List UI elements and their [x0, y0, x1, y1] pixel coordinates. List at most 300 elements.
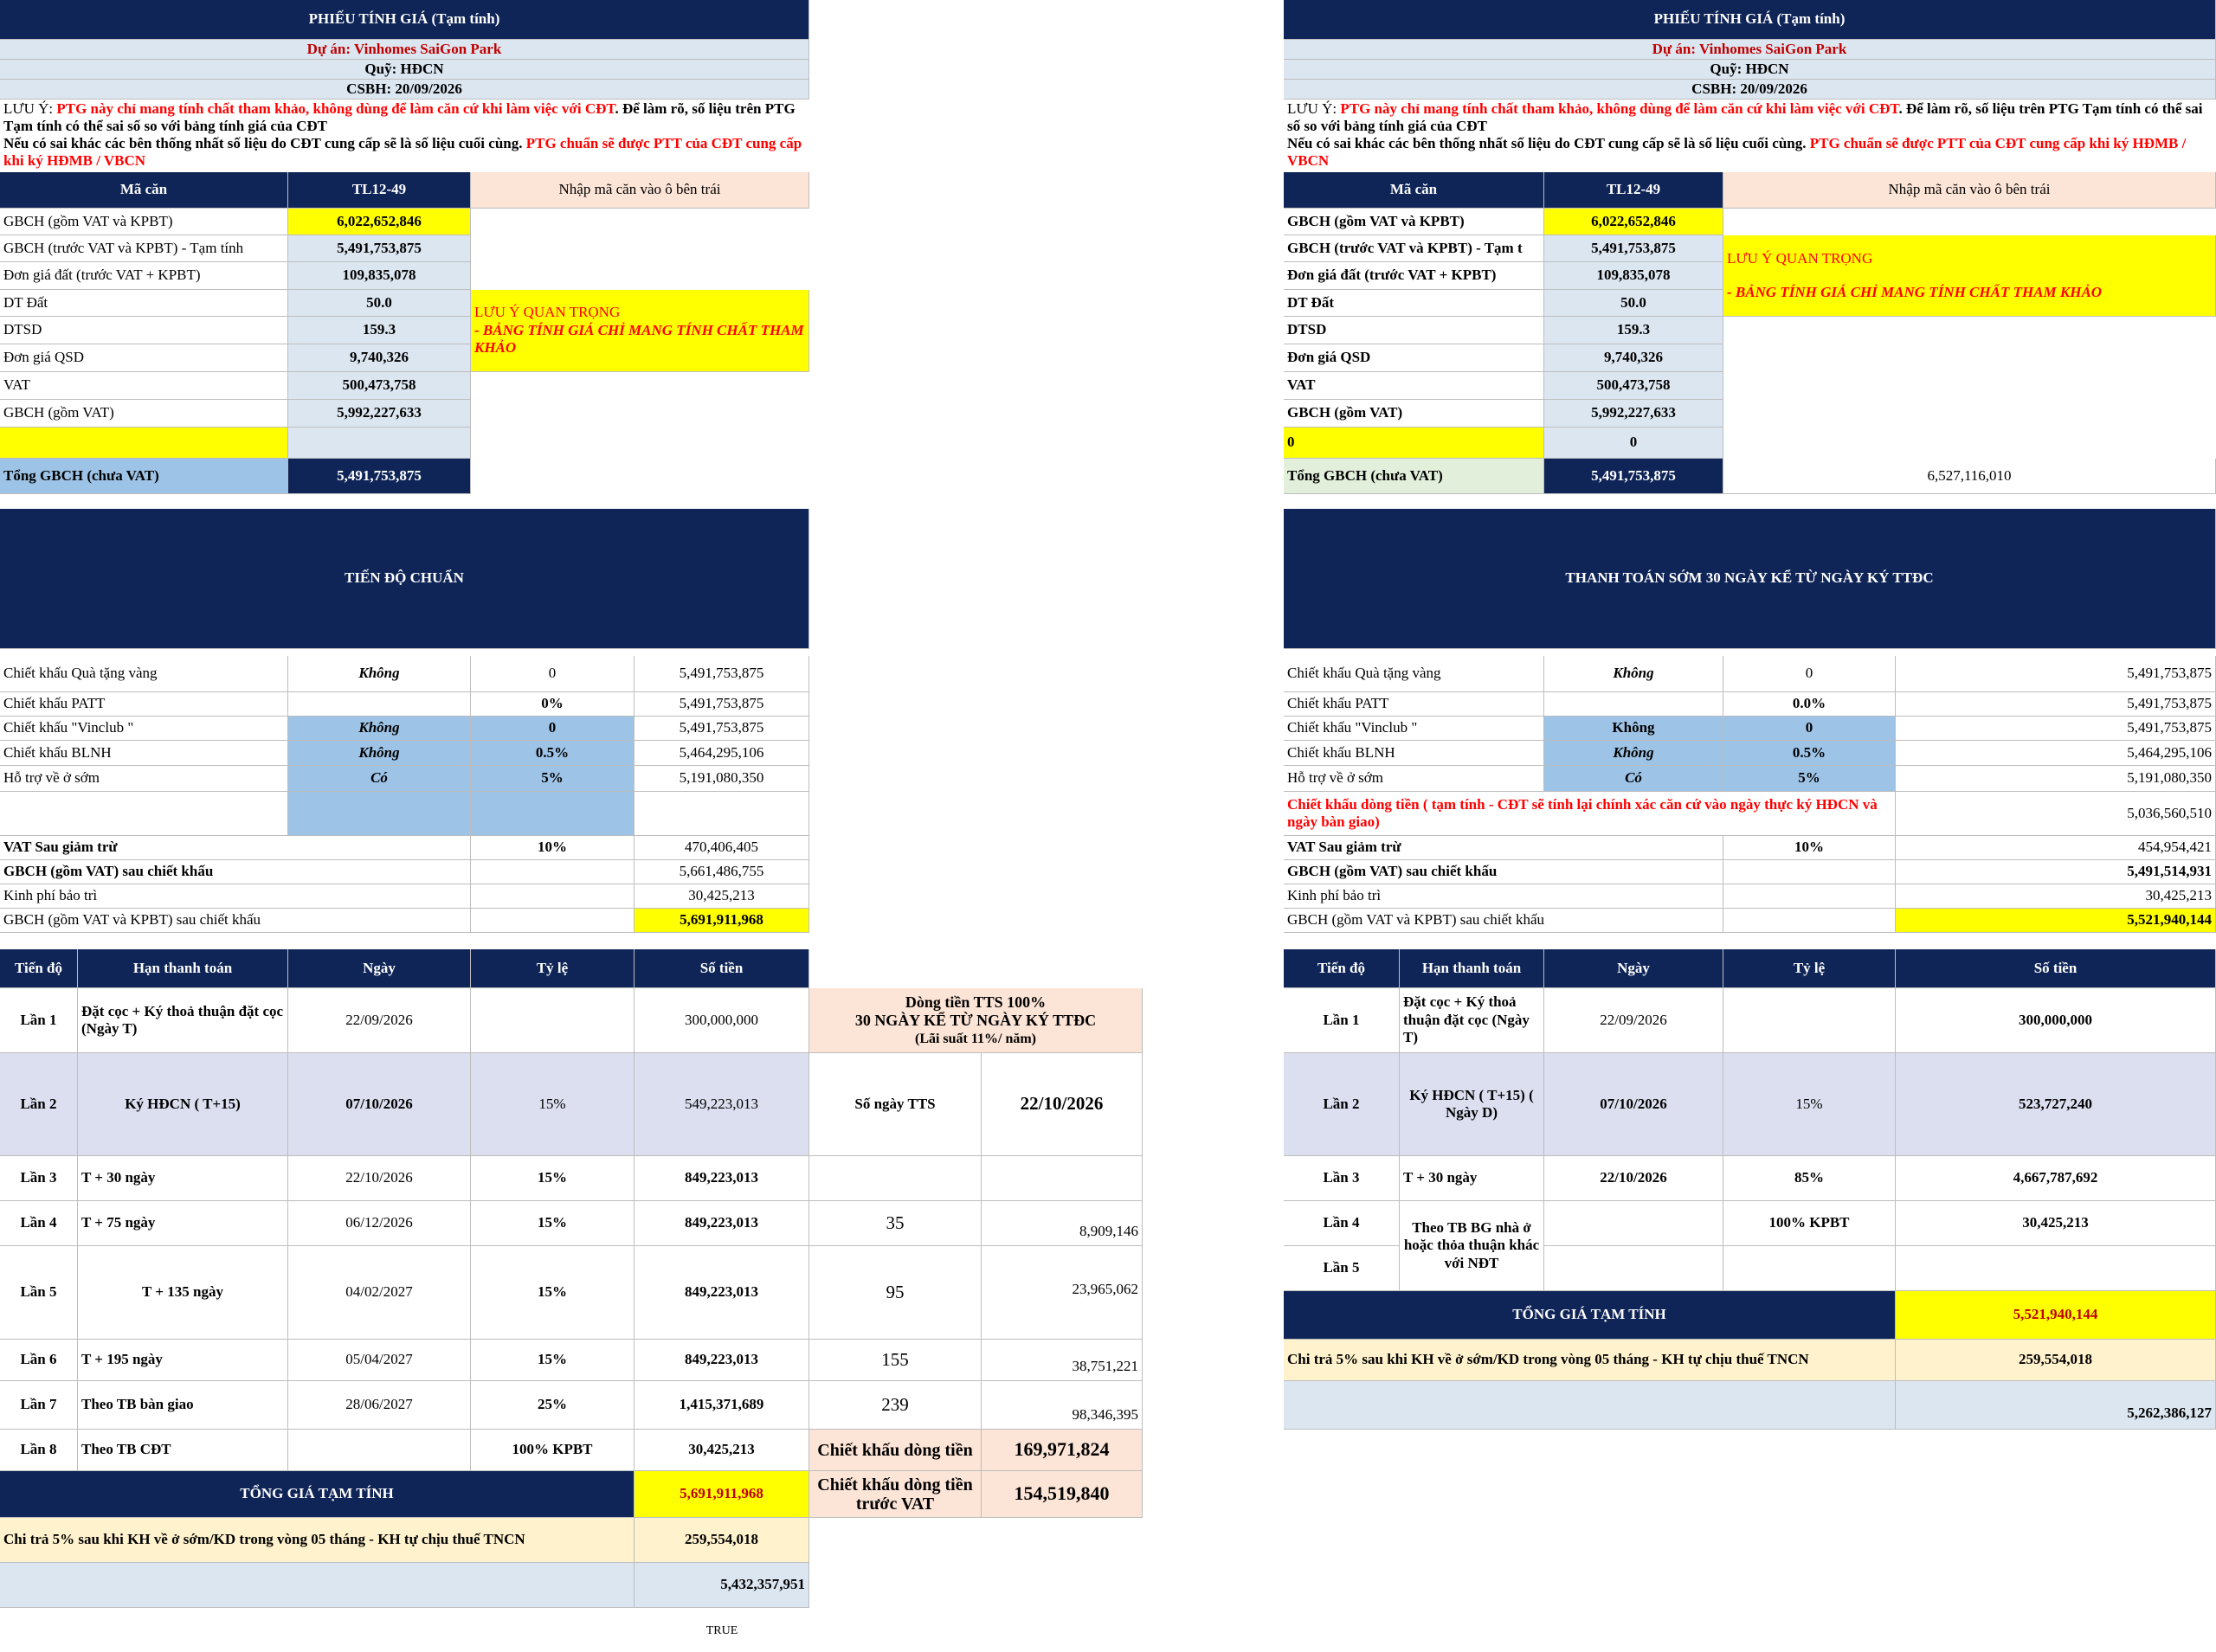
schedule-header: [635, 949, 809, 988]
refund-value-text: 259,554,018: [685, 1531, 758, 1548]
installment-no: [0, 1156, 78, 1201]
installment-no: [1284, 1201, 1400, 1246]
section-header: [1284, 509, 2216, 649]
cashflow-discount-label: [809, 1430, 982, 1471]
info-value-text: 5,491,753,875: [1591, 466, 1676, 484]
grand-total-label: [1284, 1291, 1896, 1340]
total-amount-text: 5,691,911,968: [680, 911, 763, 929]
info-label: [1284, 290, 1544, 317]
cashflow-title: Dòng tiền TTS 100%: [905, 993, 1047, 1011]
installment-amount-text: 849,223,013: [685, 1283, 758, 1301]
refund-label: [0, 1518, 635, 1563]
discount-rate: [1723, 717, 1896, 741]
important-warning: [471, 290, 809, 372]
installment-no: [0, 1201, 78, 1246]
note-red-text: PTG này chỉ mang tính chất tham khảo, không dùng để làm căn cứ khi làm việc với CĐT: [1340, 100, 1899, 117]
sales-policy-text: CSBH: 20/09/2026: [346, 80, 462, 97]
unit-code-label: [1284, 172, 1544, 209]
refund-label: [1284, 1340, 1896, 1381]
fund-name: [0, 60, 809, 80]
info-label: [1284, 235, 1544, 262]
info-value-text: 50.0: [366, 293, 392, 311]
cashflow-date-text: 22/10/2026: [1020, 1093, 1104, 1115]
installment-date-text: 06/12/2026: [345, 1214, 413, 1231]
discount-label-text: Hỗ trợ về ở sớm: [3, 769, 100, 787]
discount-label: [0, 717, 288, 741]
discount-option-text: Không: [358, 719, 400, 736]
discount-amount-text: 5,491,753,875: [679, 665, 764, 682]
installment-amount: [635, 988, 809, 1053]
total-label-text: GBCH (gồm VAT và KPBT) sau chiết khấu: [1287, 911, 1545, 929]
cashflow-prevat-value-text: 154,519,840: [1014, 1482, 1110, 1505]
info-value-text: 0: [1629, 434, 1638, 451]
info-value-text: 5,992,227,633: [337, 404, 422, 421]
installment-rate-text: 25%: [538, 1396, 567, 1413]
info-label: [0, 290, 288, 317]
discount-label: [1284, 692, 1544, 717]
final-value-text: 5,262,386,127: [2127, 1404, 2212, 1421]
installment-amount-text: 849,223,013: [685, 1214, 758, 1231]
cashflow-amount-text: 8,909,146: [1079, 1222, 1138, 1239]
discount-amount: [635, 741, 809, 766]
schedule-header: [1544, 949, 1723, 988]
info-value: [1544, 372, 1723, 400]
discount-label-text: Chiết khấu PATT: [1287, 695, 1389, 712]
cashflow-empty: [809, 1156, 982, 1201]
info-value-text: 159.3: [362, 321, 396, 338]
installment-rate-text: 15%: [538, 1095, 566, 1112]
installment-amount-text: 849,223,013: [685, 1169, 758, 1186]
info-value: [1544, 209, 1723, 235]
section-header-text: TIẾN ĐỘ CHUẨN: [345, 569, 464, 587]
cashflow-amount: [982, 1381, 1143, 1430]
cashflow-amount-text: 23,965,062: [1072, 1281, 1138, 1298]
discount-option-text: Không: [358, 665, 400, 682]
project-name-text: Dự án: Vinhomes SaiGon Park: [1652, 40, 1847, 57]
installment-amount: [635, 1430, 809, 1471]
final-value-text: 5,432,357,951: [720, 1576, 805, 1593]
info-value-text: 109,835,078: [1596, 267, 1671, 284]
discount-option-text: Không: [1613, 743, 1654, 761]
installment-amount-text: 1,415,371,689: [679, 1396, 764, 1413]
installment-rate-text: 100% KPBT: [1768, 1214, 1850, 1231]
info-value: [1544, 317, 1723, 344]
note-text: . Để làm rõ, số liệu trên PTG Tạm tính có thể sai số so với bảng tính giá của CĐT: [3, 100, 796, 134]
installment-amount: [635, 1340, 809, 1381]
cashflow-header: [809, 988, 1143, 1053]
info-label-text: GBCH (gồm VAT và KPBT): [1287, 212, 1465, 229]
final-value: [635, 1563, 809, 1608]
info-label: [0, 459, 288, 494]
schedule-header-text: Tiến độ: [15, 959, 62, 976]
installment-no-text: Lần 4: [1323, 1214, 1360, 1231]
installment-rate-text: 85%: [1794, 1169, 1824, 1186]
installment-term: [1400, 1156, 1544, 1201]
installment-rate-text: 15%: [538, 1351, 567, 1368]
info-value-text: 9,740,326: [350, 349, 409, 366]
discount-rate: [1723, 741, 1896, 766]
discount-rate-text: 0.5%: [1792, 743, 1826, 761]
section-header: [0, 509, 809, 649]
grand-total-label: [0, 1471, 635, 1518]
fund-name-text: Quỹ: HĐCN: [1710, 60, 1789, 77]
total-amount: [1896, 860, 2216, 884]
total-rate-text: 10%: [1794, 839, 1824, 856]
installment-amount: [1896, 1201, 2216, 1246]
info-label: [1284, 262, 1544, 290]
refund-value-text: 259,554,018: [2019, 1351, 2092, 1368]
refund-label-text: Chi trả 5% sau khi KH về ở sớm/KD trong vòng 05 tháng - KH tự chịu thuế TNCN: [1287, 1351, 1809, 1368]
total-amount-text: 5,491,514,931: [2127, 863, 2212, 880]
installment-amount: [635, 1053, 809, 1156]
note-text-2: Nếu có sai khác các bên thống nhất số liệu do CĐT cung cấp sẽ là số liệu cuối cùng.: [1287, 135, 1810, 151]
total-amount-text: 5,521,940,144: [2127, 911, 2212, 929]
info-label-text: DTSD: [1287, 321, 1327, 338]
installment-no: [0, 1340, 78, 1381]
installment-amount: [635, 1246, 809, 1340]
installment-rate: [471, 1201, 635, 1246]
total-rate: [471, 860, 635, 884]
installment-date: [1544, 1201, 1723, 1246]
grand-total-value: [1896, 1291, 2216, 1340]
discount-amount-text: 5,464,295,106: [2127, 743, 2212, 761]
installment-amount-text: 30,425,213: [2022, 1214, 2089, 1231]
discount-option[interactable]: [288, 692, 471, 717]
info-value-text: 5,491,753,875: [337, 466, 422, 484]
discount-amount-text: 5,191,080,350: [2127, 769, 2212, 787]
installment-term: [78, 1156, 288, 1201]
info-value: [288, 344, 471, 372]
disclaimer-note: [3, 100, 806, 171]
warning-text: - BẢNG TÍNH GIÁ CHỈ MANG TÍNH CHẤT THAM KHẢO: [1727, 283, 2103, 300]
info-label-text: Tổng GBCH (chưa VAT): [1287, 466, 1443, 484]
discount-rate: [1723, 766, 1896, 792]
cashflow-discount-label: [1284, 792, 1896, 836]
cashflow-prevat-label: [809, 1471, 982, 1518]
discount-label: [0, 766, 288, 792]
discount-option-text: Không: [1612, 719, 1655, 736]
note-red-text-2: PTG chuẩn sẽ được PTT của CĐT cung cấp khi ký HĐMB / VBCN: [1287, 135, 2187, 169]
grand-total-label-text: TỔNG GIÁ TẠM TÍNH: [1512, 1306, 1666, 1323]
discount-option[interactable]: [1544, 717, 1723, 741]
discount-option[interactable]: [288, 717, 471, 741]
cashflow-amount: [982, 1201, 1143, 1246]
info-label: [1284, 427, 1544, 459]
warning-title: LƯU Ý QUAN TRỌNG: [474, 304, 621, 321]
cashflow-discount-value-text: 169,971,824: [1014, 1438, 1110, 1461]
info-value: [1544, 427, 1723, 459]
fund-name: [1284, 60, 2216, 80]
discount-option[interactable]: [1544, 766, 1723, 792]
installment-no: [0, 988, 78, 1053]
installment-rate-text: 15%: [538, 1283, 567, 1301]
discount-label: [1284, 656, 1544, 692]
discount-rate: [471, 656, 635, 692]
schedule-header-text: Số tiền: [2033, 959, 2078, 976]
cashflow-date: [982, 1053, 1143, 1156]
info-value-text: 500,473,758: [342, 376, 416, 394]
cashflow-days-text: 35: [886, 1212, 905, 1233]
installment-date: [288, 1053, 471, 1156]
discount-rate-text: 5%: [1798, 769, 1820, 787]
discount-label-text: Chiết khấu BLNH: [3, 743, 112, 761]
unit-code-input-text: TL12-49: [1606, 181, 1661, 198]
note-red-text: PTG này chỉ mang tính chất tham khảo, không dùng để làm căn cứ khi làm việc với CĐT: [56, 100, 615, 117]
unit-code-input[interactable]: [288, 172, 471, 209]
discount-label-text: Hỗ trợ về ở sớm: [1287, 769, 1384, 787]
cashflow-days: [809, 1381, 982, 1430]
info-label: [0, 235, 288, 262]
installment-term: [78, 1430, 288, 1471]
discount-option-text: Không: [358, 743, 400, 761]
info-value-text: 159.3: [1616, 321, 1651, 338]
installment-term-text: Theo TB BG nhà ở hoặc thỏa thuận khác với NĐT: [1403, 1218, 1540, 1271]
installment-rate-text: 100% KPBT: [512, 1441, 593, 1458]
sheet-title: [1284, 0, 2216, 40]
total-label-text: GBCH (gồm VAT) sau chiết khấu: [1287, 863, 1498, 880]
cashflow-rate: (Lãi suất 11%/ năm): [914, 1032, 1036, 1046]
installment-no: [0, 1053, 78, 1156]
discount-rate-text: 5%: [541, 769, 564, 787]
discount-rate-text: 0.5%: [535, 743, 570, 761]
discount-label-text: Chiết khấu BLNH: [1287, 743, 1395, 761]
cashflow-amount-text: 98,346,395: [1072, 1405, 1138, 1423]
installment-rate: [471, 1430, 635, 1471]
info-value: [288, 459, 471, 494]
info-label: [0, 427, 288, 459]
discount-rate: [471, 741, 635, 766]
discount-amount-text: 5,491,753,875: [2127, 695, 2212, 712]
total-label-text: GBCH (gồm VAT) sau chiết khấu: [3, 863, 214, 880]
installment-term-text: T + 75 ngày: [81, 1214, 156, 1231]
installment-term-text: Theo TB bàn giao: [81, 1396, 194, 1413]
discount-rate: [1723, 656, 1896, 692]
installment-term: [1400, 1053, 1544, 1156]
project-name-text: Dự án: Vinhomes SaiGon Park: [306, 40, 502, 57]
installment-no: [1284, 988, 1400, 1053]
unit-code-label-text: Mã căn: [119, 181, 168, 198]
installment-term: [78, 1053, 288, 1156]
info-label: [1284, 209, 1544, 235]
schedule-header-text: Tỷ lệ: [536, 959, 569, 976]
installment-no: [0, 1381, 78, 1430]
info-label-text: GBCH (gồm VAT và KPBT): [3, 212, 173, 229]
discount-option[interactable]: [288, 792, 471, 836]
info-value: [1544, 235, 1723, 262]
total-amount: [1896, 884, 2216, 909]
discount-option-text: Có: [370, 769, 388, 787]
installment-rate-text: 15%: [538, 1214, 567, 1231]
installment-date: [288, 1381, 471, 1430]
info-label: [0, 372, 288, 400]
fund-name-text: Quỹ: HĐCN: [364, 60, 444, 77]
installment-amount: [1896, 1246, 2216, 1291]
cashflow-discount-value-text: 5,036,560,510: [2127, 804, 2212, 821]
installment-amount-text: 549,223,013: [685, 1095, 758, 1112]
installment-date-text: 04/02/2027: [345, 1283, 413, 1301]
project-name: [0, 40, 809, 60]
unit-code-hint: [1723, 172, 2216, 209]
discount-option[interactable]: [1544, 741, 1723, 766]
discount-label: [1284, 741, 1544, 766]
total-label-text: VAT Sau giảm trừ: [3, 839, 118, 856]
discount-option[interactable]: [1544, 692, 1723, 717]
installment-date: [288, 1201, 471, 1246]
discount-amount: [635, 717, 809, 741]
final-label: [0, 1563, 635, 1608]
discount-rate-text: 0%: [541, 695, 564, 712]
info-label-text: DT Đất: [3, 293, 48, 311]
installment-term-text: Đặt cọc + Ký thoả thuận đặt cọc (Ngày T): [81, 1002, 284, 1037]
schedule-header: [0, 949, 78, 988]
refund-value: [635, 1518, 809, 1563]
info-value: [288, 290, 471, 317]
discount-label-text: Chiết khấu Quà tặng vàng: [3, 665, 158, 682]
installment-amount: [635, 1201, 809, 1246]
cashflow-discount-value: [982, 1430, 1143, 1471]
info-label-text: Tổng GBCH (chưa VAT): [3, 466, 159, 484]
discount-label: [0, 656, 288, 692]
info-label-text: 0: [1287, 434, 1295, 451]
installment-amount: [1896, 1053, 2216, 1156]
discount-rate: [471, 692, 635, 717]
installment-date: [1544, 1246, 1723, 1291]
discount-rate-text: 0: [548, 665, 557, 682]
discount-rate-text: 0: [548, 719, 557, 736]
discount-amount: [1896, 766, 2216, 792]
total-label: [0, 884, 471, 909]
discount-option[interactable]: [1544, 656, 1723, 692]
info-label: [0, 209, 288, 235]
discount-label: [0, 741, 288, 766]
installment-rate: [471, 1156, 635, 1201]
discount-label: [0, 692, 288, 717]
cashflow-amount-text: 38,751,221: [1072, 1357, 1138, 1374]
total-label: [1284, 860, 1723, 884]
info-label-text: VAT: [3, 376, 30, 394]
discount-option-text: Có: [1625, 769, 1642, 787]
installment-amount-text: 523,727,240: [2019, 1095, 2092, 1112]
discount-amount: [1896, 741, 2216, 766]
info-label-text: VAT: [1287, 376, 1316, 394]
discount-option[interactable]: [288, 656, 471, 692]
discount-amount: [1896, 717, 2216, 741]
installment-date-text: 28/06/2027: [345, 1396, 413, 1413]
cashflow-days-text: 239: [881, 1393, 909, 1415]
installment-rate: [471, 1053, 635, 1156]
info-label: [1284, 400, 1544, 427]
cashflow-days: [809, 1340, 982, 1381]
installment-rate: [1723, 988, 1896, 1053]
discount-amount-text: 5,491,753,875: [679, 719, 764, 736]
installment-term-text: Ký HĐCN ( T+15) ( Ngày D): [1409, 1086, 1534, 1121]
unit-code-label: [0, 172, 288, 209]
info-value: [288, 400, 471, 427]
installment-rate: [1723, 1156, 1896, 1201]
discount-label: [1284, 766, 1544, 792]
discount-amount-text: 5,191,080,350: [679, 769, 764, 787]
total-amount-text: 470,406,405: [685, 839, 758, 856]
info-value-text: 6,022,652,846: [1591, 212, 1676, 229]
unit-code-input[interactable]: [1544, 172, 1723, 209]
installment-rate: [1723, 1246, 1896, 1291]
total-rate: [471, 836, 635, 860]
unit-code-input-text: TL12-49: [351, 181, 407, 198]
info-value: [288, 427, 471, 459]
info-label-text: Đơn giá QSD: [1287, 349, 1371, 366]
cashflow-days: [809, 1201, 982, 1246]
total-amount-text: 30,425,213: [688, 887, 755, 904]
cashflow-prevat-label-text: Chiết khấu dòng tiền trước VAT: [817, 1475, 973, 1514]
installment-amount: [635, 1381, 809, 1430]
installment-term-text: T + 30 ngày: [1403, 1169, 1478, 1186]
installment-date: [288, 1156, 471, 1201]
installment-no-text: Lần 2: [1323, 1095, 1360, 1112]
installment-term: [78, 1381, 288, 1430]
installment-no-text: Lần 5: [20, 1283, 57, 1301]
installment-date: [288, 1246, 471, 1340]
grand-total-value-text: 5,691,911,968: [680, 1485, 763, 1502]
discount-amount: [635, 692, 809, 717]
installment-no: [0, 1430, 78, 1471]
grand-total-label-text: TỔNG GIÁ TẠM TÍNH: [240, 1485, 394, 1502]
total-amount-text: 30,425,213: [2145, 887, 2212, 904]
info-value: [288, 262, 471, 290]
info-label: [0, 262, 288, 290]
installment-amount: [635, 1156, 809, 1201]
installment-date: [1544, 1156, 1723, 1201]
cashflow-prevat-value: [982, 1471, 1143, 1518]
info-label-text: Đơn giá đất (trước VAT + KPBT): [1287, 267, 1497, 284]
info-label: [0, 317, 288, 344]
installment-rate: [471, 1381, 635, 1430]
schedule-header-text: Hạn thanh toán: [1421, 959, 1522, 976]
info-label-text: Đơn giá đất (trước VAT + KPBT): [3, 267, 201, 284]
discount-label-text: Chiết khấu Quà tặng vàng: [1287, 665, 1441, 682]
cashflow-days: [809, 1246, 982, 1340]
installment-no-text: Lần 7: [20, 1396, 57, 1413]
installment-no-text: Lần 6: [20, 1351, 57, 1368]
installment-date-text: 05/04/2027: [345, 1351, 413, 1368]
installment-no-text: Lần 1: [1323, 1011, 1360, 1028]
discount-amount-text: 5,491,753,875: [679, 695, 764, 712]
installment-term: [1400, 988, 1544, 1053]
discount-amount: [1896, 692, 2216, 717]
discount-option[interactable]: [288, 741, 471, 766]
info-label-text: GBCH (gồm VAT): [3, 404, 114, 421]
installment-term: [78, 1246, 288, 1340]
unit-code-label-text: Mã căn: [1389, 181, 1438, 198]
info-value-text: 109,835,078: [342, 267, 416, 284]
total-label: [0, 860, 471, 884]
total-amount: [1896, 836, 2216, 860]
cashflow-discount-label-text: Chiết khấu dòng tiền ( tạm tính - CĐT sẽ tính lại chính xác căn cứ vào ngày thực ký HĐCN và ngày bàn giao): [1287, 795, 1878, 830]
discount-option[interactable]: [288, 766, 471, 792]
section-header-text: THANH TOÁN SỚM 30 NGÀY KỂ TỪ NGÀY KÝ TTĐC: [1565, 569, 1934, 587]
installment-term: [78, 988, 288, 1053]
info-value: [1544, 262, 1723, 290]
discount-rate: [471, 792, 635, 836]
installment-date-text: 07/10/2026: [1600, 1095, 1667, 1112]
schedule-header-text: Số tiền: [699, 959, 744, 976]
installment-date-text: 07/10/2026: [345, 1095, 413, 1112]
installment-rate: [471, 1246, 635, 1340]
cashflow-days-text: 95: [886, 1281, 905, 1302]
installment-date-text: 22/09/2026: [1600, 1011, 1667, 1028]
info-label-text: DTSD: [3, 321, 42, 338]
total-label: [1284, 884, 1723, 909]
installment-term-text: Ký HĐCN ( T+15): [125, 1095, 241, 1112]
